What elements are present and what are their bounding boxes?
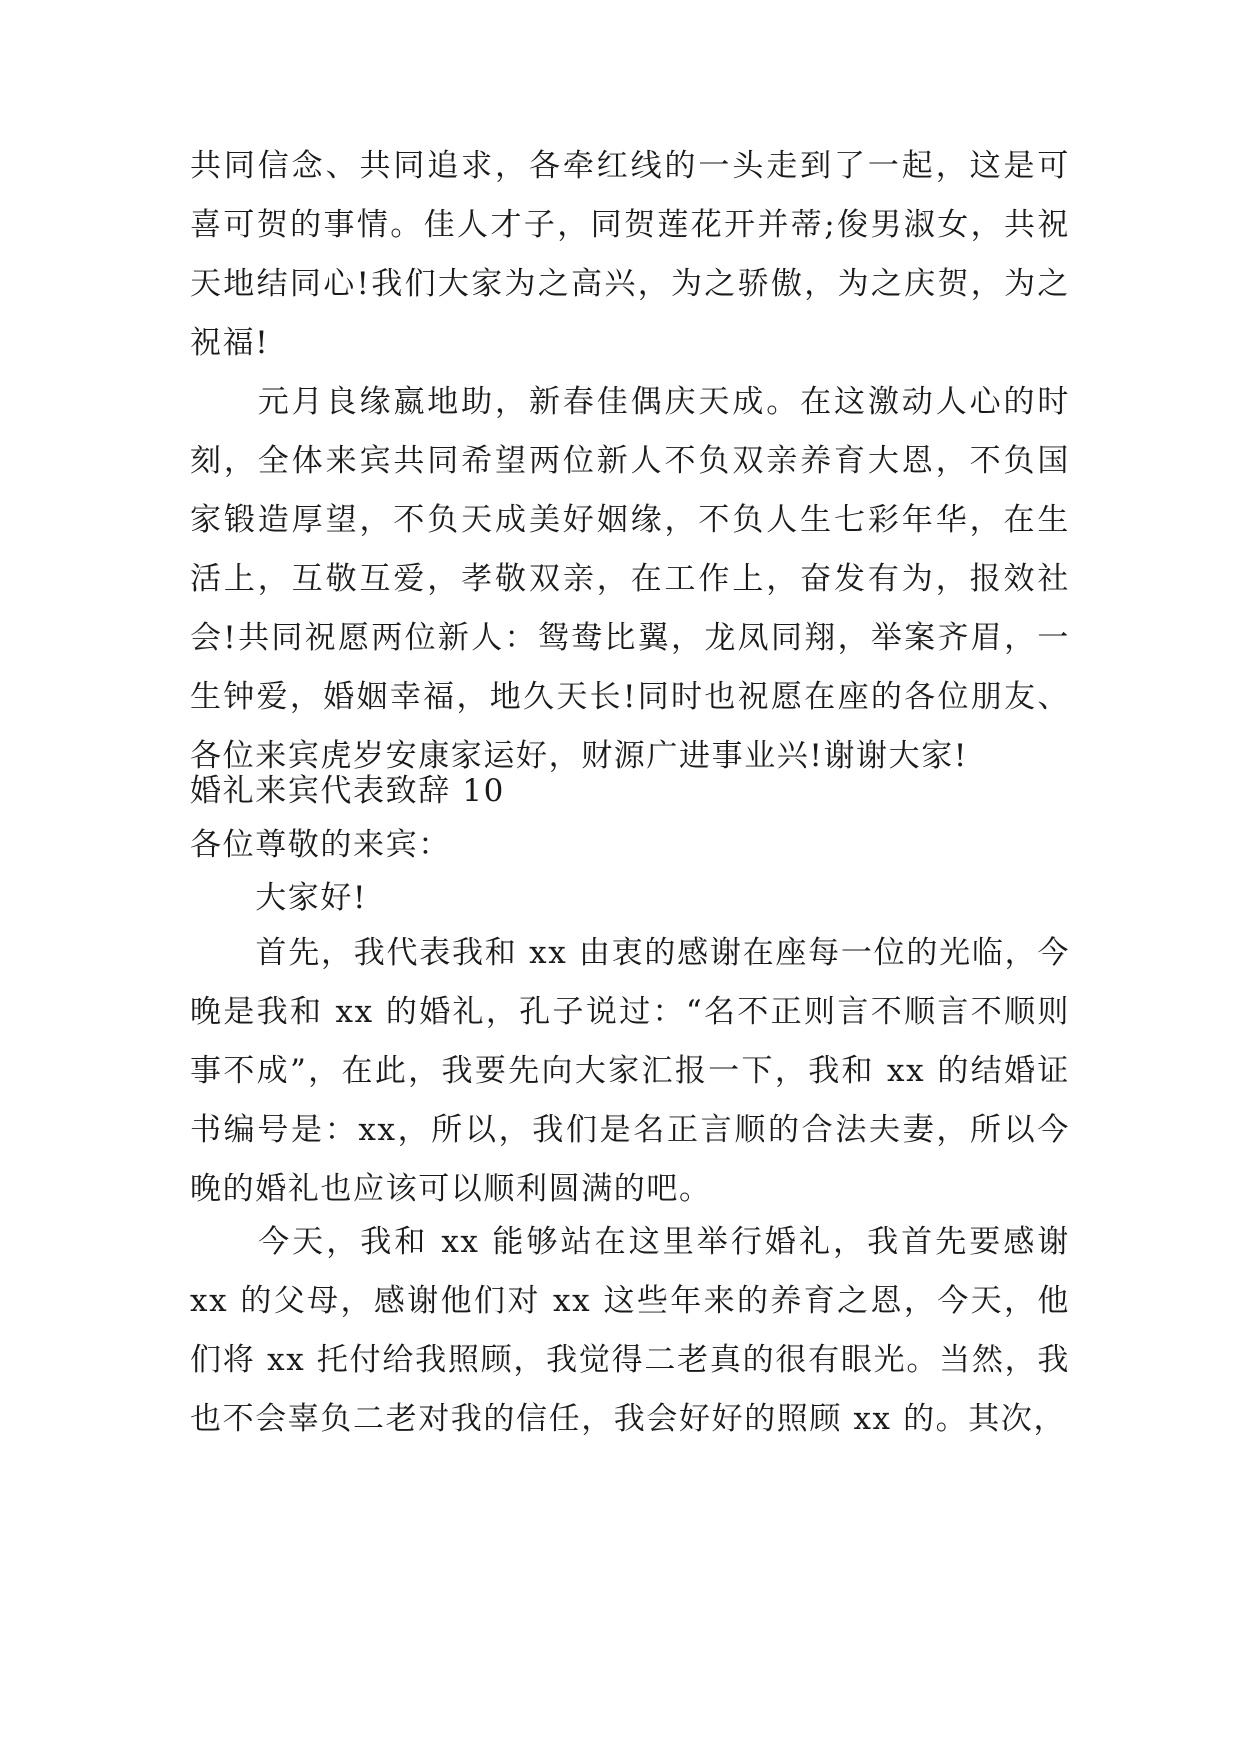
paragraph-greeting: 大家好!: [190, 880, 368, 916]
paragraph-opening: 首先，我代表我和 xx 由衷的感谢在座每一位的光临，今晚是我和 xx 的婚礼，孔子说过：“名不正则言不顺言不顺则事不成”，在此，我要先向大家汇报一下，我和 xx 的结婚证书编号是：xx，所以，我们是名正言顺的合法夫妻，所以今晚的婚礼也应该可以顺利圆满的吧。: [190, 935, 1070, 1207]
salutation: 各位尊敬的来宾：: [190, 827, 451, 863]
paragraph-thanks-parents: 今天，我和 xx 能够站在这里举行婚礼，我首先要感谢 xx 的父母，感谢他们对 xx 这些年来的养育之恩，今天，他们将 xx 托付给我照顾，我觉得二老真的很有眼光。当然，我也不会辜负二老对我的信任，我会好好的照顾 xx 的。其次，: [190, 1224, 1082, 1437]
section-title: 婚礼来宾代表致辞 10: [190, 773, 505, 809]
paragraph-blessing: 共同信念、共同追求，各牵红线的一头走到了一起，这是可喜可贺的事情。佳人才子，同贺莲花开并蒂;俊男淑女，共祝天地结同心!我们大家为之高兴，为之骄傲，为之庆贺，为之祝福!: [190, 148, 1070, 361]
paragraph-wishes: 元月良缘嬴地助，新春佳偶庆天成。在这激动人心的时刻，全体来宾共同希望两位新人不负双亲养育大恩，不负国家锻造厚望，不负天成美好姻缘，不负人生七彩年华，在生活上，互敬互爱，孝敬双亲，在工作上，奋发有为，报效社会!共同祝愿两位新人：鸳鸯比翼，龙凤同翔，举案齐眉，一生钟爱，婚姻幸福，地久天长!同时也祝愿在座的各位朋友、各位来宾虎岁安康家运好，财源广进事业兴!谢谢大家!: [190, 384, 1070, 774]
